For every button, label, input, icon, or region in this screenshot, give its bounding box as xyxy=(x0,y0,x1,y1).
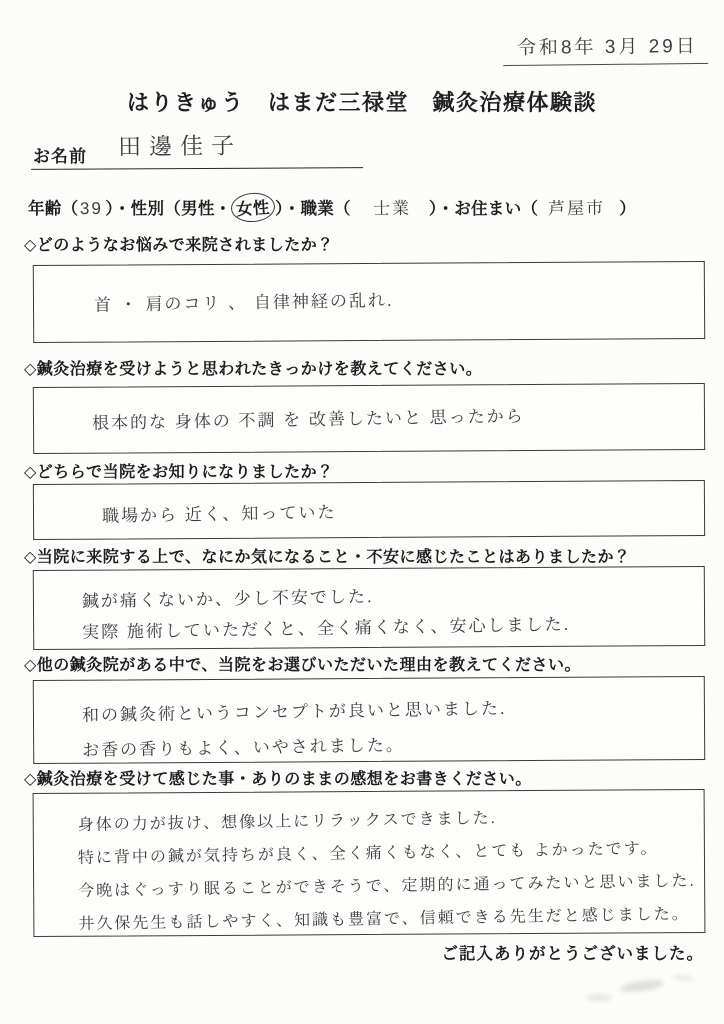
answer-line: 今晩はぐっすり眠ることができそうで、定期的に通ってみたいと思いました. xyxy=(78,872,697,901)
answer-box-6 xyxy=(33,789,706,937)
scan-smudge xyxy=(672,974,695,982)
name-underline xyxy=(31,137,363,170)
gender-label: ）・性別（男性・ xyxy=(105,200,232,218)
answer-box-1 xyxy=(33,261,705,343)
question-label-1: ◇どのようなお悩みで来院されましたか？ xyxy=(24,237,334,254)
question-label-4: ◇当院に来院する上で、なにか気になること・不安に感じたことはありましたか？ xyxy=(24,549,631,566)
gender-female-circled: 女性 xyxy=(231,192,277,224)
profile-close-paren: ） xyxy=(619,200,637,218)
age-value: 39 xyxy=(80,198,104,219)
scan-smudge xyxy=(586,994,612,1001)
answer-line: 和の鍼灸術というコンセプトが良いと思いました. xyxy=(81,698,507,725)
profile-line xyxy=(28,193,636,222)
question-label-2: ◇鍼灸治療を受けようと思われたきっかけを教えてください。 xyxy=(24,361,483,378)
question-label-3: ◇どちらで当院をお知りになりましたか？ xyxy=(24,464,334,481)
age-label: 年齢（ xyxy=(28,200,79,218)
name-label: お名前 xyxy=(33,147,87,166)
scan-smudge xyxy=(620,978,665,994)
answer-line: 首 ・ 肩のコリ 、 自律神経の乱れ. xyxy=(93,290,394,315)
answer-line: お香の香りもよく、いやされました。 xyxy=(82,735,405,760)
residence-label: ）・お住まい（ xyxy=(428,200,539,218)
name-value: 田邊佳子 xyxy=(117,132,243,160)
date-field: 令和8年 3月 29日 xyxy=(503,31,708,66)
answer-box-2 xyxy=(33,383,705,454)
answer-box-4 xyxy=(33,566,705,650)
page-title: はりきゅう はまだ三禄堂 鍼灸治療体験談 xyxy=(126,90,597,115)
thanks-note: ご記入ありがとうございました。 xyxy=(441,945,704,963)
job-value: 士業 xyxy=(372,198,411,219)
answer-line: 身体の力が抜け、想像以上にリラックスできました. xyxy=(77,810,498,835)
answer-line: 特に背中の鍼が気持ちが良く、全く痛くもなく、とても よかったです。 xyxy=(77,840,659,868)
answer-line: 井久保先生も話しやすく、知識も豊富で、信頼できる先生だと感じました。 xyxy=(78,905,690,934)
answer-line: 職場から 近く、知っていた xyxy=(101,502,337,526)
answer-box-5 xyxy=(33,676,706,764)
job-label: ）・職業（ xyxy=(275,200,351,218)
answer-line: 根本的な 身体の 不調 を 改善したいと 思ったから xyxy=(91,406,525,433)
answer-box-3 xyxy=(33,480,705,540)
question-label-5: ◇他の鍼灸院がある中で、当院をお選びいただいた理由を教えてください。 xyxy=(24,657,581,674)
answer-line: 鍼が痛くないか、少し不安でした. xyxy=(81,587,374,611)
answer-line: 実際 施術していただくと、全く痛くなく、安心しました. xyxy=(82,614,571,642)
question-label-6: ◇鍼灸治療を受けて感じた事・ありのままの感想をお書きください。 xyxy=(24,771,532,788)
residence-value: 芦屋市 xyxy=(548,198,606,219)
